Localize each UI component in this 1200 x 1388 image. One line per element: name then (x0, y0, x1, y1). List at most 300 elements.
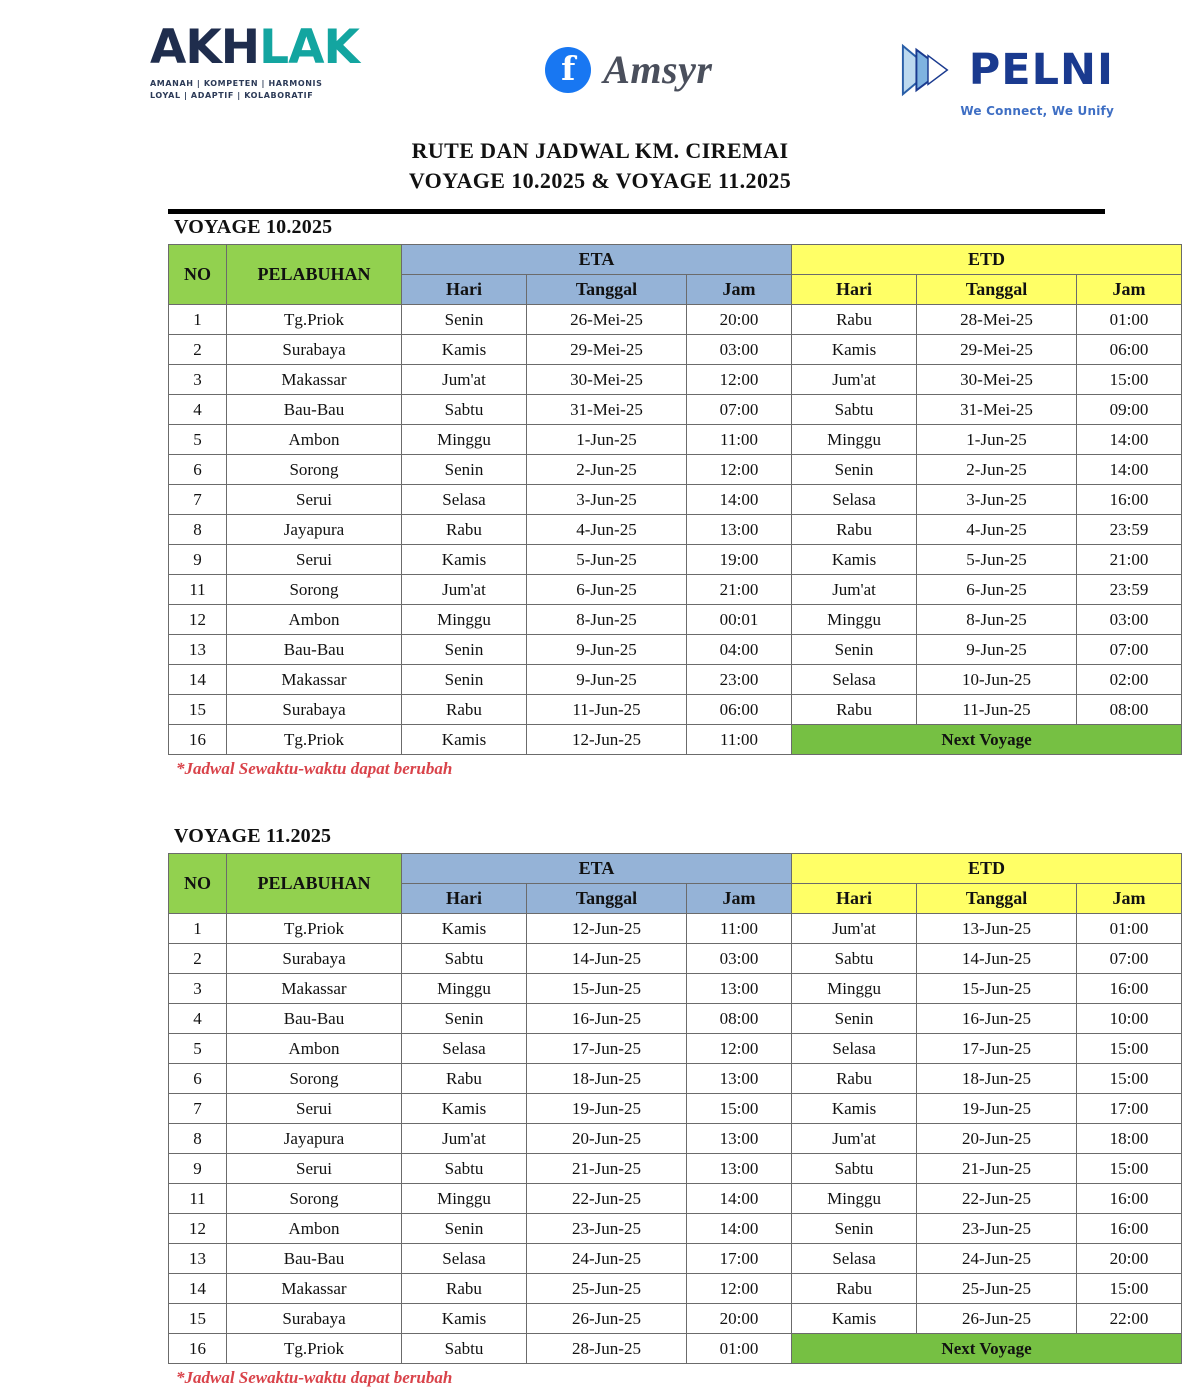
table-row (169, 575, 1182, 605)
table-row (169, 635, 1182, 665)
cell-eta-hari: Rabu (402, 695, 527, 725)
table-row (169, 914, 1182, 944)
cell-etd-jam: 16:00 (1077, 485, 1182, 515)
cell-no: 14 (169, 665, 227, 695)
pelni-logo-row (899, 42, 1114, 98)
cell-etd-tanggal: 22-Jun-25 (917, 1184, 1077, 1214)
cell-etd-tanggal: 5-Jun-25 (917, 545, 1077, 575)
col-header-eta-tanggal: Tanggal (527, 275, 687, 305)
cell-etd-hari: Senin (792, 635, 917, 665)
table-row (169, 1064, 1182, 1094)
col-header-pelabuhan: PELABUHAN (227, 854, 402, 914)
cell-etd-hari: Senin (792, 455, 917, 485)
cell-eta-tanggal: 3-Jun-25 (527, 485, 687, 515)
cell-eta-tanggal: 23-Jun-25 (527, 1214, 687, 1244)
schedule-block-1 (168, 214, 1149, 779)
cell-etd-tanggal: 1-Jun-25 (917, 425, 1077, 455)
pelni-wordmark: PELNI (968, 44, 1114, 95)
cell-etd-hari: Minggu (792, 605, 917, 635)
cell-eta-tanggal: 26-Jun-25 (527, 1304, 687, 1334)
schedule-block-2 (168, 825, 1149, 1388)
cell-etd-jam: 15:00 (1077, 1064, 1182, 1094)
cell-eta-jam: 12:00 (687, 455, 792, 485)
cell-pelabuhan: Tg.Priok (227, 725, 402, 755)
akhlak-tagline (150, 78, 359, 101)
table-row (169, 545, 1182, 575)
cell-etd-hari: Kamis (792, 1304, 917, 1334)
cell-etd-hari: Minggu (792, 974, 917, 1004)
col-header-eta-hari: Hari (402, 275, 527, 305)
cell-no: 6 (169, 455, 227, 485)
cell-etd-jam: 16:00 (1077, 974, 1182, 1004)
cell-no: 5 (169, 1034, 227, 1064)
cell-no: 3 (169, 365, 227, 395)
cell-eta-hari: Rabu (402, 1274, 527, 1304)
schedule-footnote: *Jadwal Sewaktu-waktu dapat berubah (176, 1368, 453, 1388)
col-header-etd-tanggal: Tanggal (917, 275, 1077, 305)
cell-no: 6 (169, 1064, 227, 1094)
cell-etd-jam: 20:00 (1077, 1244, 1182, 1274)
cell-eta-jam: 13:00 (687, 974, 792, 1004)
col-header-eta: ETA (402, 854, 792, 884)
cell-etd-jam: 16:00 (1077, 1214, 1182, 1244)
akhlak-tagline-line1: AMANAH | KOMPETEN | HARMONIS (150, 79, 323, 88)
cell-no: 2 (169, 944, 227, 974)
cell-eta-tanggal: 29-Mei-25 (527, 335, 687, 365)
logo-header-bar (0, 0, 1200, 130)
cell-etd-hari: Minggu (792, 1184, 917, 1214)
table-row (169, 335, 1182, 365)
cell-no: 11 (169, 575, 227, 605)
table-row (169, 515, 1182, 545)
cell-eta-tanggal: 22-Jun-25 (527, 1184, 687, 1214)
cell-etd-tanggal: 8-Jun-25 (917, 605, 1077, 635)
cell-etd-jam: 18:00 (1077, 1124, 1182, 1154)
cell-eta-tanggal: 12-Jun-25 (527, 725, 687, 755)
cell-etd-hari: Rabu (792, 305, 917, 335)
cell-eta-tanggal: 6-Jun-25 (527, 575, 687, 605)
cell-pelabuhan: Ambon (227, 1034, 402, 1064)
cell-no: 11 (169, 1184, 227, 1214)
cell-eta-hari: Rabu (402, 1064, 527, 1094)
cell-eta-jam: 14:00 (687, 1214, 792, 1244)
cell-eta-jam: 11:00 (687, 425, 792, 455)
col-header-etd-jam: Jam (1077, 275, 1182, 305)
cell-etd-jam: 06:00 (1077, 335, 1182, 365)
cell-etd-tanggal: 20-Jun-25 (917, 1124, 1077, 1154)
akhlak-tagline-line2: LOYAL | ADAPTIF | KOLABORATIF (150, 90, 314, 100)
cell-eta-hari: Senin (402, 455, 527, 485)
cell-eta-jam: 13:00 (687, 515, 792, 545)
cell-pelabuhan: Surabaya (227, 944, 402, 974)
cell-eta-jam: 07:00 (687, 395, 792, 425)
page-title-line1: RUTE DAN JADWAL KM. CIREMAI (411, 138, 789, 163)
cell-eta-jam: 01:00 (687, 1334, 792, 1364)
cell-eta-hari: Kamis (402, 545, 527, 575)
table-row (169, 1334, 1182, 1364)
amsyr-wordmark: Amsyr (603, 47, 713, 92)
cell-eta-hari: Jum'at (402, 1124, 527, 1154)
akhlak-wordmark-part2: LAK (259, 20, 359, 75)
table-row (169, 485, 1182, 515)
cell-eta-tanggal: 16-Jun-25 (527, 1004, 687, 1034)
cell-etd-tanggal: 24-Jun-25 (917, 1244, 1077, 1274)
schedule-table (168, 244, 1182, 755)
cell-eta-tanggal: 17-Jun-25 (527, 1034, 687, 1064)
cell-etd-hari: Sabtu (792, 944, 917, 974)
cell-etd-jam: 15:00 (1077, 1154, 1182, 1184)
cell-eta-jam: 12:00 (687, 365, 792, 395)
cell-eta-hari: Jum'at (402, 575, 527, 605)
cell-no: 12 (169, 1214, 227, 1244)
cell-etd-hari: Jum'at (792, 914, 917, 944)
cell-eta-jam: 11:00 (687, 914, 792, 944)
amsyr-logo (545, 46, 712, 93)
cell-eta-jam: 04:00 (687, 635, 792, 665)
cell-eta-hari: Senin (402, 305, 527, 335)
cell-etd-tanggal: 11-Jun-25 (917, 695, 1077, 725)
cell-etd-jam: 17:00 (1077, 1094, 1182, 1124)
cell-etd-hari: Rabu (792, 515, 917, 545)
table-row (169, 1154, 1182, 1184)
cell-etd-tanggal: 2-Jun-25 (917, 455, 1077, 485)
next-voyage-cell: Next Voyage (792, 725, 1182, 755)
table-row (169, 725, 1182, 755)
cell-eta-hari: Minggu (402, 1184, 527, 1214)
cell-eta-tanggal: 31-Mei-25 (527, 395, 687, 425)
table-row (169, 1304, 1182, 1334)
cell-no: 4 (169, 1004, 227, 1034)
cell-pelabuhan: Ambon (227, 605, 402, 635)
cell-pelabuhan: Serui (227, 1154, 402, 1184)
cell-eta-hari: Sabtu (402, 395, 527, 425)
cell-no: 8 (169, 1124, 227, 1154)
col-header-eta-jam: Jam (687, 884, 792, 914)
cell-eta-tanggal: 12-Jun-25 (527, 914, 687, 944)
table-row (169, 665, 1182, 695)
cell-pelabuhan: Bau-Bau (227, 1244, 402, 1274)
cell-no: 8 (169, 515, 227, 545)
cell-etd-jam: 09:00 (1077, 395, 1182, 425)
table-body (169, 305, 1182, 755)
cell-eta-hari: Sabtu (402, 1154, 527, 1184)
cell-etd-tanggal: 17-Jun-25 (917, 1034, 1077, 1064)
cell-eta-hari: Kamis (402, 1304, 527, 1334)
cell-pelabuhan: Jayapura (227, 1124, 402, 1154)
table-row (169, 1034, 1182, 1064)
cell-eta-jam: 13:00 (687, 1124, 792, 1154)
cell-eta-hari: Selasa (402, 1034, 527, 1064)
cell-eta-hari: Rabu (402, 515, 527, 545)
cell-pelabuhan: Ambon (227, 425, 402, 455)
cell-etd-tanggal: 3-Jun-25 (917, 485, 1077, 515)
table-row (169, 1094, 1182, 1124)
cell-etd-jam: 01:00 (1077, 914, 1182, 944)
cell-etd-hari: Sabtu (792, 395, 917, 425)
cell-eta-hari: Minggu (402, 974, 527, 1004)
cell-etd-hari: Jum'at (792, 1124, 917, 1154)
page-title (0, 136, 1200, 195)
cell-eta-hari: Sabtu (402, 944, 527, 974)
cell-etd-hari: Senin (792, 1214, 917, 1244)
cell-etd-tanggal: 28-Mei-25 (917, 305, 1077, 335)
table-row (169, 1184, 1182, 1214)
cell-etd-tanggal: 25-Jun-25 (917, 1274, 1077, 1304)
cell-etd-hari: Kamis (792, 335, 917, 365)
cell-etd-tanggal: 9-Jun-25 (917, 635, 1077, 665)
col-header-etd-jam: Jam (1077, 884, 1182, 914)
col-header-etd-tanggal: Tanggal (917, 884, 1077, 914)
cell-etd-jam: 23:59 (1077, 515, 1182, 545)
col-header-etd: ETD (792, 854, 1182, 884)
cell-eta-hari: Senin (402, 665, 527, 695)
cell-etd-jam: 10:00 (1077, 1004, 1182, 1034)
cell-pelabuhan: Bau-Bau (227, 635, 402, 665)
cell-pelabuhan: Sorong (227, 1064, 402, 1094)
cell-eta-tanggal: 5-Jun-25 (527, 545, 687, 575)
col-header-etd-hari: Hari (792, 275, 917, 305)
cell-pelabuhan: Makassar (227, 665, 402, 695)
cell-no: 15 (169, 695, 227, 725)
cell-pelabuhan: Tg.Priok (227, 1334, 402, 1364)
cell-no: 12 (169, 605, 227, 635)
col-header-eta-hari: Hari (402, 884, 527, 914)
cell-etd-jam: 15:00 (1077, 365, 1182, 395)
cell-eta-tanggal: 14-Jun-25 (527, 944, 687, 974)
cell-pelabuhan: Jayapura (227, 515, 402, 545)
header-row-top (169, 245, 1182, 275)
cell-eta-jam: 11:00 (687, 725, 792, 755)
cell-eta-jam: 00:01 (687, 605, 792, 635)
tables-root (168, 214, 1149, 1388)
table-row (169, 944, 1182, 974)
schedule-footnote: *Jadwal Sewaktu-waktu dapat berubah (176, 759, 453, 779)
schedule-sections (0, 209, 1200, 1388)
pelni-arrow-icon (899, 42, 957, 98)
col-header-pelabuhan: PELABUHAN (227, 245, 402, 305)
col-header-no: NO (169, 854, 227, 914)
cell-etd-jam: 15:00 (1077, 1034, 1182, 1064)
cell-eta-tanggal: 25-Jun-25 (527, 1274, 687, 1304)
cell-etd-tanggal: 4-Jun-25 (917, 515, 1077, 545)
cell-no: 4 (169, 395, 227, 425)
table-row (169, 1004, 1182, 1034)
cell-etd-jam: 08:00 (1077, 695, 1182, 725)
schedule-table (168, 853, 1182, 1364)
cell-eta-hari: Senin (402, 635, 527, 665)
cell-eta-hari: Selasa (402, 1244, 527, 1274)
cell-etd-jam: 23:59 (1077, 575, 1182, 605)
cell-eta-jam: 20:00 (687, 305, 792, 335)
cell-eta-hari: Kamis (402, 335, 527, 365)
cell-pelabuhan: Tg.Priok (227, 914, 402, 944)
cell-etd-tanggal: 19-Jun-25 (917, 1094, 1077, 1124)
cell-no: 7 (169, 485, 227, 515)
facebook-icon: f (545, 47, 591, 93)
cell-etd-tanggal: 14-Jun-25 (917, 944, 1077, 974)
cell-eta-jam: 23:00 (687, 665, 792, 695)
cell-etd-tanggal: 29-Mei-25 (917, 335, 1077, 365)
cell-eta-hari: Jum'at (402, 365, 527, 395)
cell-etd-jam: 14:00 (1077, 425, 1182, 455)
cell-pelabuhan: Ambon (227, 1214, 402, 1244)
cell-eta-jam: 14:00 (687, 1184, 792, 1214)
cell-eta-jam: 12:00 (687, 1034, 792, 1064)
cell-etd-jam: 07:00 (1077, 944, 1182, 974)
header-row-top (169, 854, 1182, 884)
cell-eta-tanggal: 20-Jun-25 (527, 1124, 687, 1154)
col-header-eta: ETA (402, 245, 792, 275)
table-row (169, 305, 1182, 335)
cell-etd-jam: 14:00 (1077, 455, 1182, 485)
cell-no: 1 (169, 914, 227, 944)
cell-etd-hari: Rabu (792, 1274, 917, 1304)
table-row (169, 1244, 1182, 1274)
cell-pelabuhan: Tg.Priok (227, 305, 402, 335)
cell-etd-tanggal: 15-Jun-25 (917, 974, 1077, 1004)
cell-eta-hari: Selasa (402, 485, 527, 515)
col-header-no: NO (169, 245, 227, 305)
cell-etd-tanggal: 23-Jun-25 (917, 1214, 1077, 1244)
cell-eta-tanggal: 24-Jun-25 (527, 1244, 687, 1274)
cell-eta-tanggal: 8-Jun-25 (527, 605, 687, 635)
cell-etd-tanggal: 16-Jun-25 (917, 1004, 1077, 1034)
cell-eta-hari: Minggu (402, 605, 527, 635)
cell-etd-hari: Rabu (792, 1064, 917, 1094)
cell-eta-hari: Minggu (402, 425, 527, 455)
cell-eta-tanggal: 19-Jun-25 (527, 1094, 687, 1124)
table-row (169, 395, 1182, 425)
table-row (169, 695, 1182, 725)
cell-etd-hari: Jum'at (792, 575, 917, 605)
cell-etd-hari: Sabtu (792, 1154, 917, 1184)
cell-pelabuhan: Makassar (227, 974, 402, 1004)
cell-etd-jam: 02:00 (1077, 665, 1182, 695)
cell-pelabuhan: Surabaya (227, 335, 402, 365)
cell-no: 1 (169, 305, 227, 335)
cell-etd-jam: 07:00 (1077, 635, 1182, 665)
cell-eta-tanggal: 15-Jun-25 (527, 974, 687, 1004)
cell-no: 9 (169, 1154, 227, 1184)
cell-eta-jam: 20:00 (687, 1304, 792, 1334)
cell-etd-jam: 21:00 (1077, 545, 1182, 575)
cell-eta-tanggal: 30-Mei-25 (527, 365, 687, 395)
table-row (169, 455, 1182, 485)
table-row (169, 365, 1182, 395)
cell-eta-hari: Senin (402, 1214, 527, 1244)
cell-etd-hari: Selasa (792, 1244, 917, 1274)
cell-etd-hari: Selasa (792, 485, 917, 515)
cell-eta-tanggal: 1-Jun-25 (527, 425, 687, 455)
cell-etd-tanggal: 31-Mei-25 (917, 395, 1077, 425)
table-row (169, 425, 1182, 455)
cell-no: 9 (169, 545, 227, 575)
cell-etd-tanggal: 26-Jun-25 (917, 1304, 1077, 1334)
col-header-eta-jam: Jam (687, 275, 792, 305)
cell-etd-hari: Kamis (792, 1094, 917, 1124)
cell-eta-tanggal: 4-Jun-25 (527, 515, 687, 545)
cell-eta-hari: Kamis (402, 725, 527, 755)
cell-etd-hari: Selasa (792, 1034, 917, 1064)
cell-no: 5 (169, 425, 227, 455)
cell-eta-jam: 12:00 (687, 1274, 792, 1304)
cell-etd-tanggal: 6-Jun-25 (917, 575, 1077, 605)
cell-pelabuhan: Makassar (227, 365, 402, 395)
cell-etd-jam: 15:00 (1077, 1274, 1182, 1304)
cell-etd-jam: 22:00 (1077, 1304, 1182, 1334)
pelni-tagline: We Connect, We Unify (960, 104, 1114, 118)
col-header-eta-tanggal: Tanggal (527, 884, 687, 914)
table-body (169, 914, 1182, 1364)
voyage-label: VOYAGE 10.2025 (174, 216, 333, 239)
cell-eta-jam: 06:00 (687, 695, 792, 725)
cell-eta-jam: 13:00 (687, 1064, 792, 1094)
cell-eta-tanggal: 26-Mei-25 (527, 305, 687, 335)
cell-eta-hari: Sabtu (402, 1334, 527, 1364)
cell-pelabuhan: Sorong (227, 575, 402, 605)
cell-etd-tanggal: 13-Jun-25 (917, 914, 1077, 944)
cell-eta-jam: 03:00 (687, 944, 792, 974)
cell-eta-jam: 08:00 (687, 1004, 792, 1034)
page-title-line2: VOYAGE 10.2025 & VOYAGE 11.2025 (408, 167, 792, 193)
cell-pelabuhan: Surabaya (227, 695, 402, 725)
cell-pelabuhan: Sorong (227, 1184, 402, 1214)
cell-etd-hari: Senin (792, 1004, 917, 1034)
table-header (169, 854, 1182, 914)
akhlak-logo (150, 20, 359, 101)
cell-eta-hari: Kamis (402, 1094, 527, 1124)
table-row (169, 1214, 1182, 1244)
cell-etd-jam: 01:00 (1077, 305, 1182, 335)
akhlak-wordmark (150, 20, 359, 75)
col-header-etd: ETD (792, 245, 1182, 275)
cell-pelabuhan: Bau-Bau (227, 395, 402, 425)
cell-etd-hari: Selasa (792, 665, 917, 695)
cell-etd-tanggal: 21-Jun-25 (917, 1154, 1077, 1184)
cell-etd-hari: Minggu (792, 425, 917, 455)
cell-etd-tanggal: 18-Jun-25 (917, 1064, 1077, 1094)
cell-no: 15 (169, 1304, 227, 1334)
cell-eta-hari: Kamis (402, 914, 527, 944)
table-row (169, 1274, 1182, 1304)
cell-eta-jam: 21:00 (687, 575, 792, 605)
voyage-label: VOYAGE 11.2025 (174, 825, 332, 848)
cell-etd-jam: 16:00 (1077, 1184, 1182, 1214)
cell-eta-tanggal: 18-Jun-25 (527, 1064, 687, 1094)
cell-eta-tanggal: 28-Jun-25 (527, 1334, 687, 1364)
cell-eta-tanggal: 11-Jun-25 (527, 695, 687, 725)
cell-etd-tanggal: 30-Mei-25 (917, 365, 1077, 395)
cell-eta-tanggal: 2-Jun-25 (527, 455, 687, 485)
akhlak-wordmark-part1: AKH (150, 20, 260, 75)
cell-pelabuhan: Sorong (227, 455, 402, 485)
cell-eta-jam: 15:00 (687, 1094, 792, 1124)
table-row (169, 974, 1182, 1004)
cell-eta-tanggal: 9-Jun-25 (527, 665, 687, 695)
cell-eta-jam: 03:00 (687, 335, 792, 365)
cell-pelabuhan: Serui (227, 1094, 402, 1124)
cell-no: 16 (169, 1334, 227, 1364)
next-voyage-cell: Next Voyage (792, 1334, 1182, 1364)
cell-no: 13 (169, 635, 227, 665)
cell-eta-jam: 17:00 (687, 1244, 792, 1274)
section-spacer (168, 779, 1105, 825)
table-row (169, 1124, 1182, 1154)
table-header (169, 245, 1182, 305)
cell-no: 3 (169, 974, 227, 1004)
cell-eta-hari: Senin (402, 1004, 527, 1034)
cell-etd-tanggal: 10-Jun-25 (917, 665, 1077, 695)
